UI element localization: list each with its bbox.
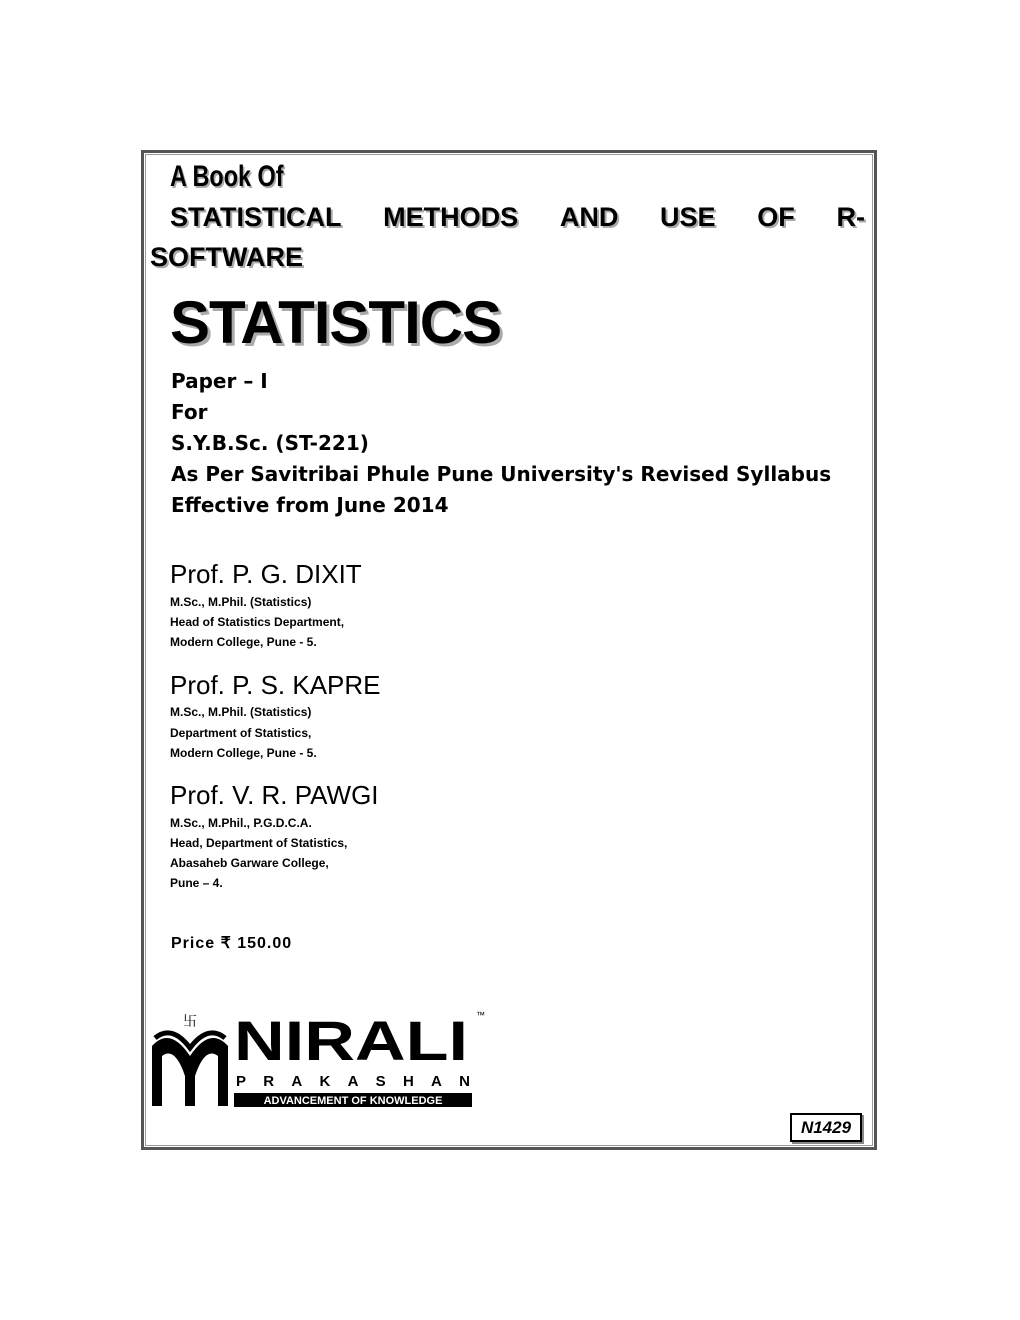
for-label: For <box>171 400 208 424</box>
price-label: Price ₹ 150.00 <box>171 935 293 952</box>
book-emblem-icon <box>152 1014 228 1106</box>
author-detail: M.Sc., M.Phil., P.G.D.C.A. <box>170 816 312 830</box>
svg-text:ADVANCEMENT OF KNOWLEDGE: ADVANCEMENT OF KNOWLEDGE <box>263 1095 443 1107</box>
svg-text:™: ™ <box>476 1010 485 1020</box>
author-detail: Pune – 4. <box>170 876 223 890</box>
subject-heading: STATISTICS <box>170 289 502 356</box>
course-label: S.Y.B.Sc. (ST-221) <box>171 431 369 455</box>
svg-text:NIRALI: NIRALI <box>234 1009 468 1072</box>
author-detail: Abasaheb Garware College, <box>170 856 329 870</box>
author-detail: Head of Statistics Department, <box>170 615 345 629</box>
title-word: METHODS <box>383 202 519 232</box>
author-detail: Modern College, Pune - 5. <box>170 635 317 649</box>
author-detail: Head, Department of Statistics, <box>170 836 348 850</box>
paper-label: Paper – I <box>171 369 268 393</box>
author-name: Prof. V. R. PAWGI <box>170 780 379 810</box>
title-word: STATISTICAL <box>170 202 342 232</box>
author-name: Prof. P. G. DIXIT <box>170 559 362 589</box>
book-title-line1 <box>170 202 865 233</box>
author-detail: M.Sc., M.Phil. (Statistics) <box>170 595 312 609</box>
book-title-line2: SOFTWARE <box>150 242 303 272</box>
book-of-label: A Book Of <box>170 160 284 193</box>
effective-label: Effective from June 2014 <box>171 493 449 517</box>
svg-text:PRAKASHAN: PRAKASHAN <box>236 1073 470 1090</box>
author-detail: Modern College, Pune - 5. <box>170 746 317 760</box>
title-word: AND <box>559 202 619 232</box>
svg-text:卐: 卐 <box>183 1014 197 1030</box>
author-name: Prof. P. S. KAPRE <box>170 670 381 700</box>
book-code: N1429 <box>790 1113 862 1142</box>
syllabus-label: As Per Savitribai Phule Pune University's Revised Syllabus <box>171 462 832 486</box>
title-word: OF <box>757 202 795 232</box>
author-detail: Department of Statistics, <box>170 726 312 740</box>
title-word: R- <box>836 202 865 232</box>
author-detail: M.Sc., M.Phil. (Statistics) <box>170 705 312 719</box>
nirali-prakashan-logo <box>150 1008 490 1108</box>
title-word: USE <box>660 202 716 232</box>
